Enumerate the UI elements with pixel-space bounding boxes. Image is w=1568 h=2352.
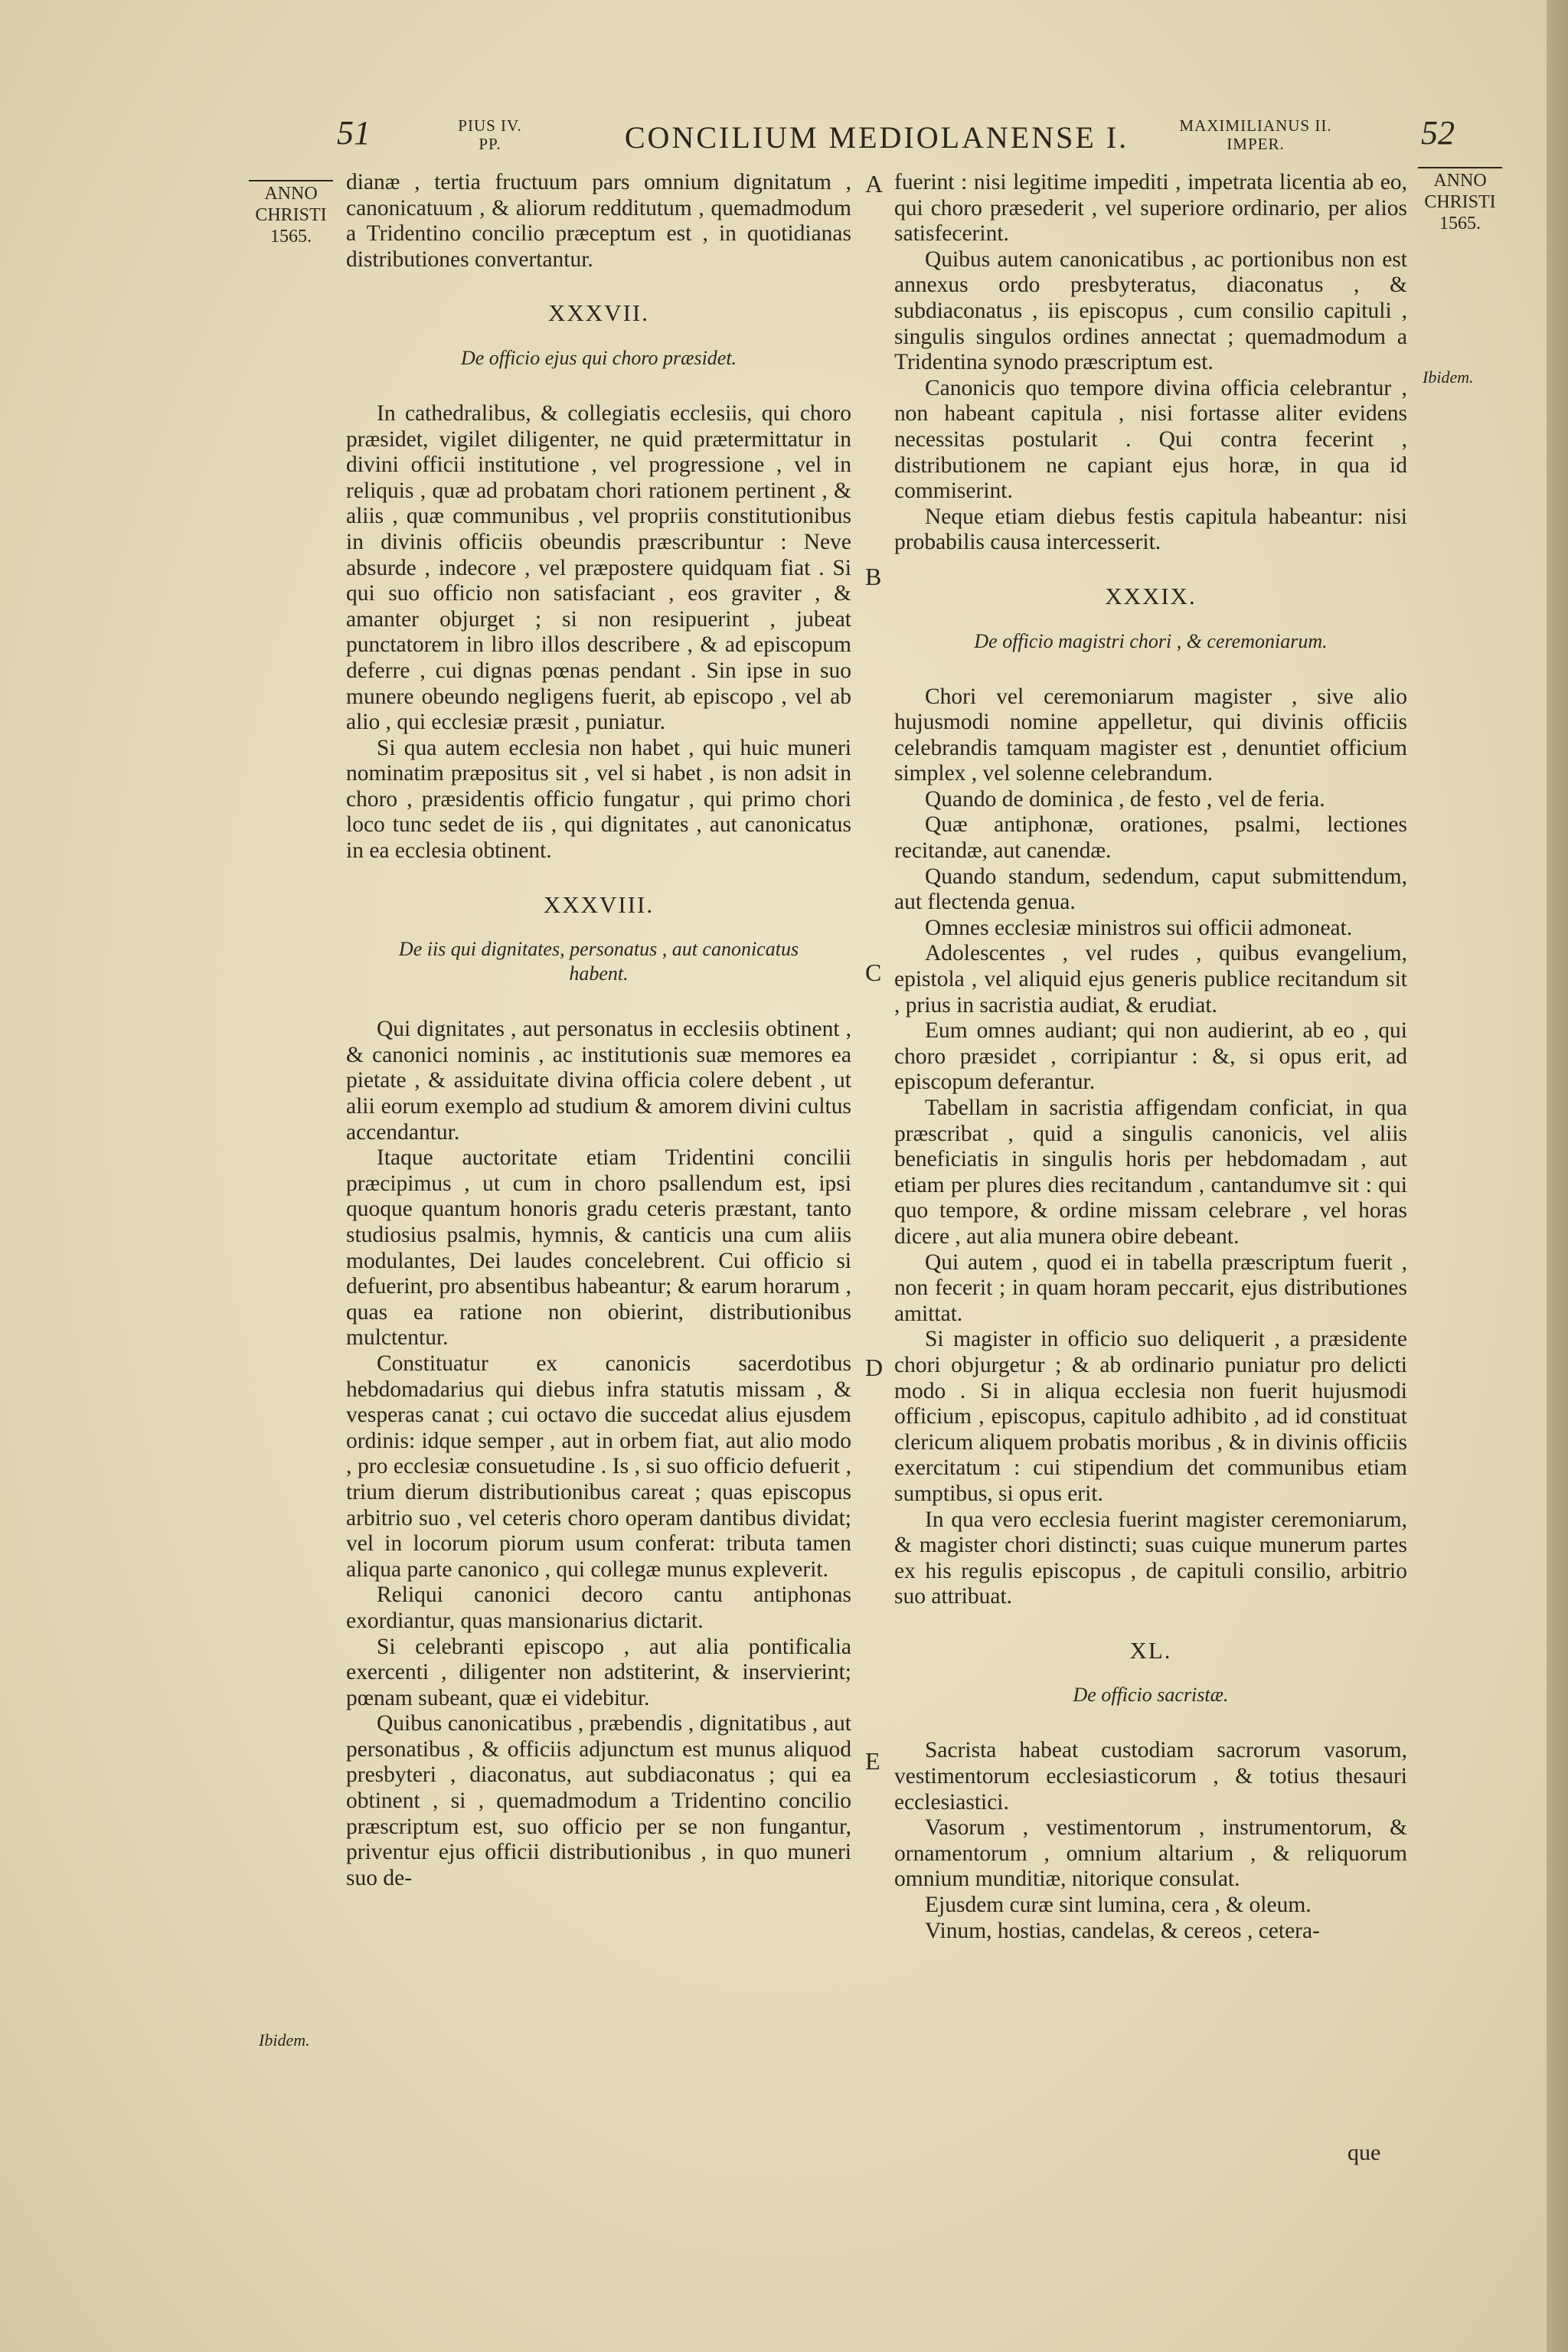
right-column <box>894 170 1407 1944</box>
section-title: De iis qui dignitates, personatus , aut canonicatus habent. <box>398 938 799 985</box>
left-folio: 51 <box>337 114 371 152</box>
paragraph: Ejusdem curæ sint lumina, cera , & oleum. <box>925 1893 1312 1918</box>
page-title: CONCILIUM MEDIOLANENSE I. <box>624 120 1129 155</box>
pope-title: PP. <box>479 135 501 153</box>
section-number: XXXVIII. <box>543 890 655 918</box>
paragraph: Quando standum, sedendum, caput submittendum, aut flectenda genua. <box>894 864 1407 915</box>
right-running-head <box>1160 116 1351 153</box>
section-title: De officio sacristæ. <box>1073 1684 1229 1707</box>
anno-year: 1565. <box>1439 214 1481 234</box>
paragraph: Eum omnes audiant; qui non audierint, ab eo , qui choro præsidet , corripiantur : &, si opus erit, ad episcopum deferantur. <box>894 1018 1407 1095</box>
paragraph: Chori vel ceremoniarum magister , sive alio hujusmodi nomine appelletur, qui divinis officiis celebrandis tamquam magister est , denuntiet officium simplex , vel solenne celebrandum. <box>894 684 1407 786</box>
section-title: De officio magistri chori , & ceremoniarum. <box>974 629 1328 652</box>
paragraph: In cathedralibus, & collegiatis ecclesiis, qui choro præsidet, vigilet diligenter, ne quid prætermittatur in divini officii institutione , vel progressione , vel in reliquis , quæ ad probatam chori rationem pertinent , & aliis , quæ communibus , vel propriis constitutionibus in divinis officiis obeundis præscribuntur : Neve absurde , indecore , vel præpostere quidquam fiat . Si qui suo officio non satisfaciant , eos graviter , & amanter objurget ; si non resipuerint , jubeat punctatorem in libro illos describere , & ad episcopum deferre , cui dignas pœnas pendant . Sin ipse in suo munere obeundo negligens fuerit, ab episcopo , vel ab alio , qui ecclesiæ præsit , puniatur. <box>346 400 851 735</box>
paragraph: Vinum, hostias, candelas, & cereos , cetera- <box>925 1918 1320 1943</box>
christi-label: CHRISTI <box>1424 192 1496 212</box>
paragraph: In qua vero ecclesia fuerint magister ceremoniarum, & magister chori distincti; suas cuique munerum partes ex his regulis episcopus , de capituli consilio, arbitrio suo attribuat. <box>894 1507 1407 1609</box>
anno-left <box>249 180 333 247</box>
anno-year: 1565. <box>270 227 312 247</box>
anno-right <box>1418 167 1502 234</box>
anno-rule <box>1418 167 1502 168</box>
section-letter-a: A <box>865 170 884 198</box>
catchword: que <box>1348 2140 1381 2165</box>
section-number: XXXVII. <box>548 299 649 327</box>
paragraph: Neque etiam diebus festis capitula habeantur: nisi probabilis causa intercesserit. <box>894 504 1407 555</box>
section-letter-d: D <box>865 1354 884 1381</box>
page-edge <box>1547 0 1568 2352</box>
paragraph: Sacrista habeat custodiam sacrorum vasorum, vestimentorum ecclesiasticorum , & totius thesauri ecclesiastici. <box>894 1738 1407 1815</box>
paragraph: Quæ antiphonæ, orationes, psalmi, lectiones recitandæ, aut canendæ. <box>894 812 1407 864</box>
paragraph: Si celebranti episcopo , aut alia pontificalia exercenti , diligenter non adstiterint, & inservierint; pœnam subeant, quæ ei videbitur. <box>346 1634 851 1710</box>
section-number: XXXIX. <box>1105 582 1197 609</box>
paragraph: Omnes ecclesiæ ministros sui officii admoneat. <box>925 915 1353 940</box>
emperor-title: IMPER. <box>1227 135 1285 153</box>
christi-label: CHRISTI <box>255 205 327 225</box>
section-letter-b: B <box>865 563 882 590</box>
right-folio: 52 <box>1421 114 1455 152</box>
paragraph: Qui autem , quod ei in tabella præscriptum fuerit , non fecerit ; in quam horam peccarit, ejus distributiones amittat. <box>894 1250 1407 1326</box>
anno-rule <box>249 180 333 181</box>
emperor-name: MAXIMILIANUS II. <box>1179 116 1332 135</box>
paragraph: Vasorum , vestimentorum , instrumentorum, & ornamentorum , omnium altarium , & reliquorum omnium munditiæ, nitorique consulat. <box>894 1815 1407 1892</box>
paragraph: Qui dignitates , aut personatus in ecclesiis obtinent , & canonici nominis , ac institutionis suæ memores ea pietate , & assiduitate divina officia colere debent , ut alii eorum exemplo ad studium & amorem divini cultus accendantur. <box>346 1017 851 1145</box>
paragraph: Quibus canonicatibus , præbendis , dignitatibus , aut personatibus , & officiis adjunctum est munus aliquod presbyteri , diaconatus, aut subdiaconatus ; qui ea obtinent , si , quemadmodum a Tridentino concilio præscriptum est, suo officio per se non fungantur, priventur ejus officii distributionibus , in quo muneri suo de- <box>346 1711 851 1890</box>
paragraph: Reliqui canonici decoro cantu antiphonas exordiantur, quas mansionarius dictarit. <box>346 1583 851 1633</box>
paragraph: Quibus autem canonicatibus , ac portionibus non est annexus ordo presbyteratus, diaconatus , & subdiaconatus , iis episcopus , cum consilio capituli , singulis singulos ordines annectat ; quemadmodum a Tridentina synodo præscriptum est. <box>894 247 1407 375</box>
paragraph: Canonicis quo tempore divina officia celebrantur , non habeant capitula , nisi fortasse aliter evidens necessitas postularit . Qui contra fecerint , distributionem ne capiant ejus horæ, in qua id commiserint. <box>894 375 1407 504</box>
pope-name: PIUS IV. <box>458 116 522 135</box>
running-head <box>337 113 1455 167</box>
section-letter-e: E <box>865 1747 880 1775</box>
section-number: XL. <box>1129 1636 1172 1664</box>
paragraph: Constituatur ex canonicis sacerdotibus hebdomadarius qui diebus infra statutis missam , & vesperas canat ; cui octavo die succedat alius ejusdem ordinis: idque semper , aut in orbem fiat, aut alio modo , pro ecclesiæ consuetudine . Is , si suo officio defuerit , trium dierum distributionibus careat ; quas episcopus arbitrio suo , vel ceteris choro operam dantibus dividat; vel in locorum piorum usum conferat: tributa tamen aliqua parte canonico , qui collegæ munus expleverit. <box>346 1351 851 1582</box>
paragraph: Adolescentes , vel rudes , quibus evangelium, epistola , vel aliquid ejus generis publice recitandum sit , prius in sacristia audiat, & erudiat. <box>894 941 1407 1018</box>
paragraph: Tabellam in sacristia affigendam conficiat, in qua præscribat , quid a singulis canonicis, vel aliis beneficiatis in singulis horis per hebdomadam , aut etiam per plures dies recitandum , cantandumve sit : qui quo tempore, & ordine missam celebrare , vel horas dicere , aut alia munera obire debeant. <box>894 1096 1407 1249</box>
paragraph: fuerint : nisi legitime impediti , impetrata licentia ab eo, qui choro præsederit , vel superiore ordinario, per alios satisfecerint. <box>894 170 1407 247</box>
anno-label: ANNO <box>264 184 318 204</box>
paragraph: Itaque auctoritate etiam Tridentini concilii præcipimus , ut cum in choro psallendum est, ipsi quoque quantum honoris gradu ceteris præstant, tanto studiosius psalmis, hymnis, & canticis una cum aliis modulantes, Dei laudes concelebrent. Cui officio si defuerint, pro absentibus habeantur; & earum horarum , quas ea ratione non obierint, distributionibus mulctentur. <box>346 1145 851 1351</box>
section-letter-c: C <box>865 959 882 986</box>
paragraph: Quando de dominica , de festo , vel de feria. <box>925 786 1325 812</box>
paragraph: Si magister in officio suo deliquerit , a præsidente chori objurgetur ; & ab ordinario puniatur pro delicti modo . Si in aliqua ecclesia non fuerit hujusmodi officium , episcopus, capitulo adhibito , ad id constituat clericum aliquem probatis moribus , & in divinis officiis exercitatum : cui stipendium det communibus etiam sumptibus, si opus erit. <box>894 1327 1407 1506</box>
paragraph: dianæ , tertia fructuum pars omnium dignitatum , canonicatuum , & aliorum redditutum , quemadmodum a Tridentino concilio præceptum est , in quotidianas distributiones convertantur. <box>346 170 851 272</box>
left-column <box>346 170 851 1891</box>
margin-note-ibidem-left: Ibidem. <box>259 2030 310 2050</box>
left-running-head <box>456 116 524 153</box>
margin-note-ibidem-right: Ibidem. <box>1423 368 1474 387</box>
section-title: De officio ejus qui choro præsidet. <box>460 346 737 369</box>
paragraph: Si qua autem ecclesia non habet , qui huic muneri nominatim præpositus sit , vel si habet , is non adsit in choro , præsidentis officio fungatur , qui primo chori loco tunc sedet de iis , qui dignitates , aut canonicatus in ea ecclesia obtinent. <box>346 735 851 864</box>
anno-label: ANNO <box>1433 171 1487 191</box>
